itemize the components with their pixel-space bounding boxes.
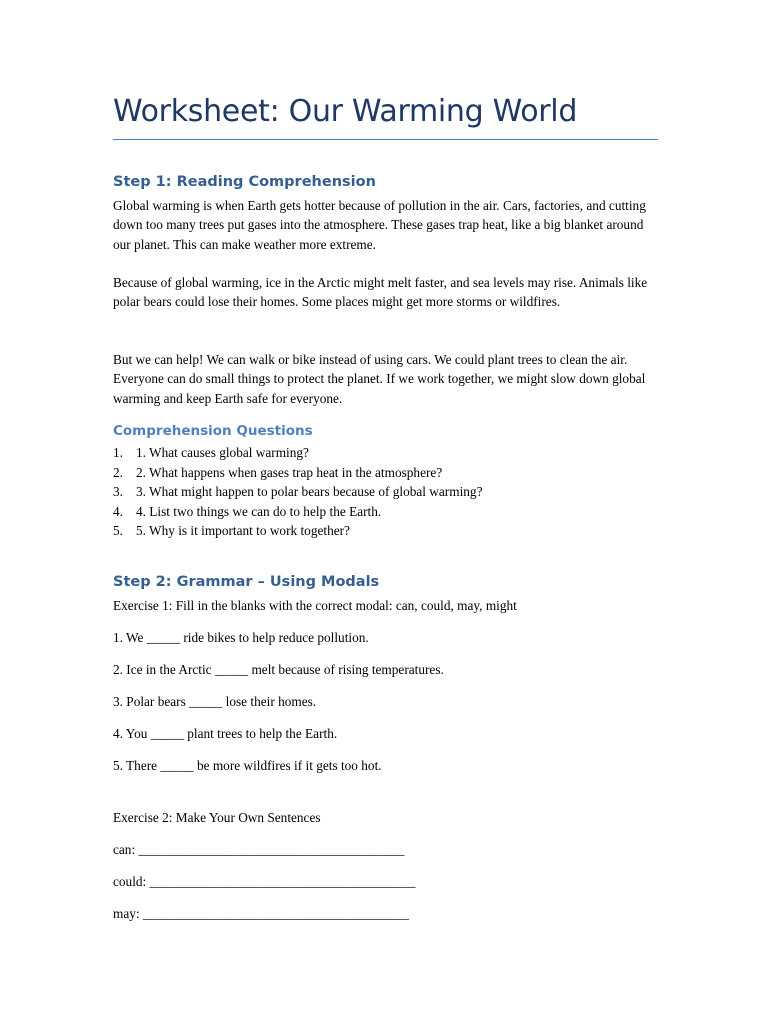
list-item: 2. 2. What happens when gases trap heat in the atmosphere? xyxy=(113,464,443,480)
exercise1-item: 3. Polar bears _____ lose their homes. xyxy=(113,694,317,709)
list-item: 4. 4. List two things we can do to help the Earth. xyxy=(113,503,382,519)
exercise1-item: 2. Ice in the Arctic _____ melt because of rising temperatures. xyxy=(113,662,444,677)
step2-heading: Step 2: Grammar – Using Modals xyxy=(113,574,380,590)
comprehension-questions-list xyxy=(113,443,482,541)
list-item: 5. 5. Why is it important to work together? xyxy=(113,523,350,538)
list-item: 3. 3. What might happen to polar bears because of global warming? xyxy=(113,484,483,499)
page-title: Worksheet: Our Warming World xyxy=(113,94,578,129)
exercise1-item: 5. There _____ be more wildfires if it gets too hot. xyxy=(113,758,382,773)
reading-paragraph-1: Global warming is when Earth gets hotter because of pollution in the air. Cars, factories, and cutting down too many trees put gases into the atmosphere. These gases trap heat, like a big blanket around our planet. This can make weather more extreme. xyxy=(113,198,646,252)
step1-heading: Step 1: Reading Comprehension xyxy=(113,174,376,190)
comprehension-questions-heading: Comprehension Questions xyxy=(113,423,313,439)
reading-paragraph-3: But we can help! We can walk or bike instead of using cars. We could plant trees to clean the air. Everyone can do small things to protect the planet. If we work together, we might slow down global warming and keep Earth safe for everyone. xyxy=(113,352,646,406)
exercise2-sentence-line: could: ________________________________________ xyxy=(113,874,416,889)
exercise1-item: 1. We _____ ride bikes to help reduce pollution. xyxy=(113,630,369,645)
exercise1-instruction: Exercise 1: Fill in the blanks with the correct modal: can, could, may, might xyxy=(113,598,517,613)
list-item: 1. 1. What causes global warming? xyxy=(113,445,309,460)
title-underline xyxy=(113,139,658,140)
exercise2-sentence-line: may: ________________________________________ xyxy=(113,906,409,921)
exercise2-sentence-line: can: ________________________________________ xyxy=(113,842,405,857)
exercise1-item: 4. You _____ plant trees to help the Earth. xyxy=(113,726,338,741)
reading-paragraph-2: Because of global warming, ice in the Arctic might melt faster, and sea levels may rise. Animals like polar bears could lose their homes. Some places might get more storms or wildfires. xyxy=(113,275,648,310)
exercise2-instruction: Exercise 2: Make Your Own Sentences xyxy=(113,810,321,825)
